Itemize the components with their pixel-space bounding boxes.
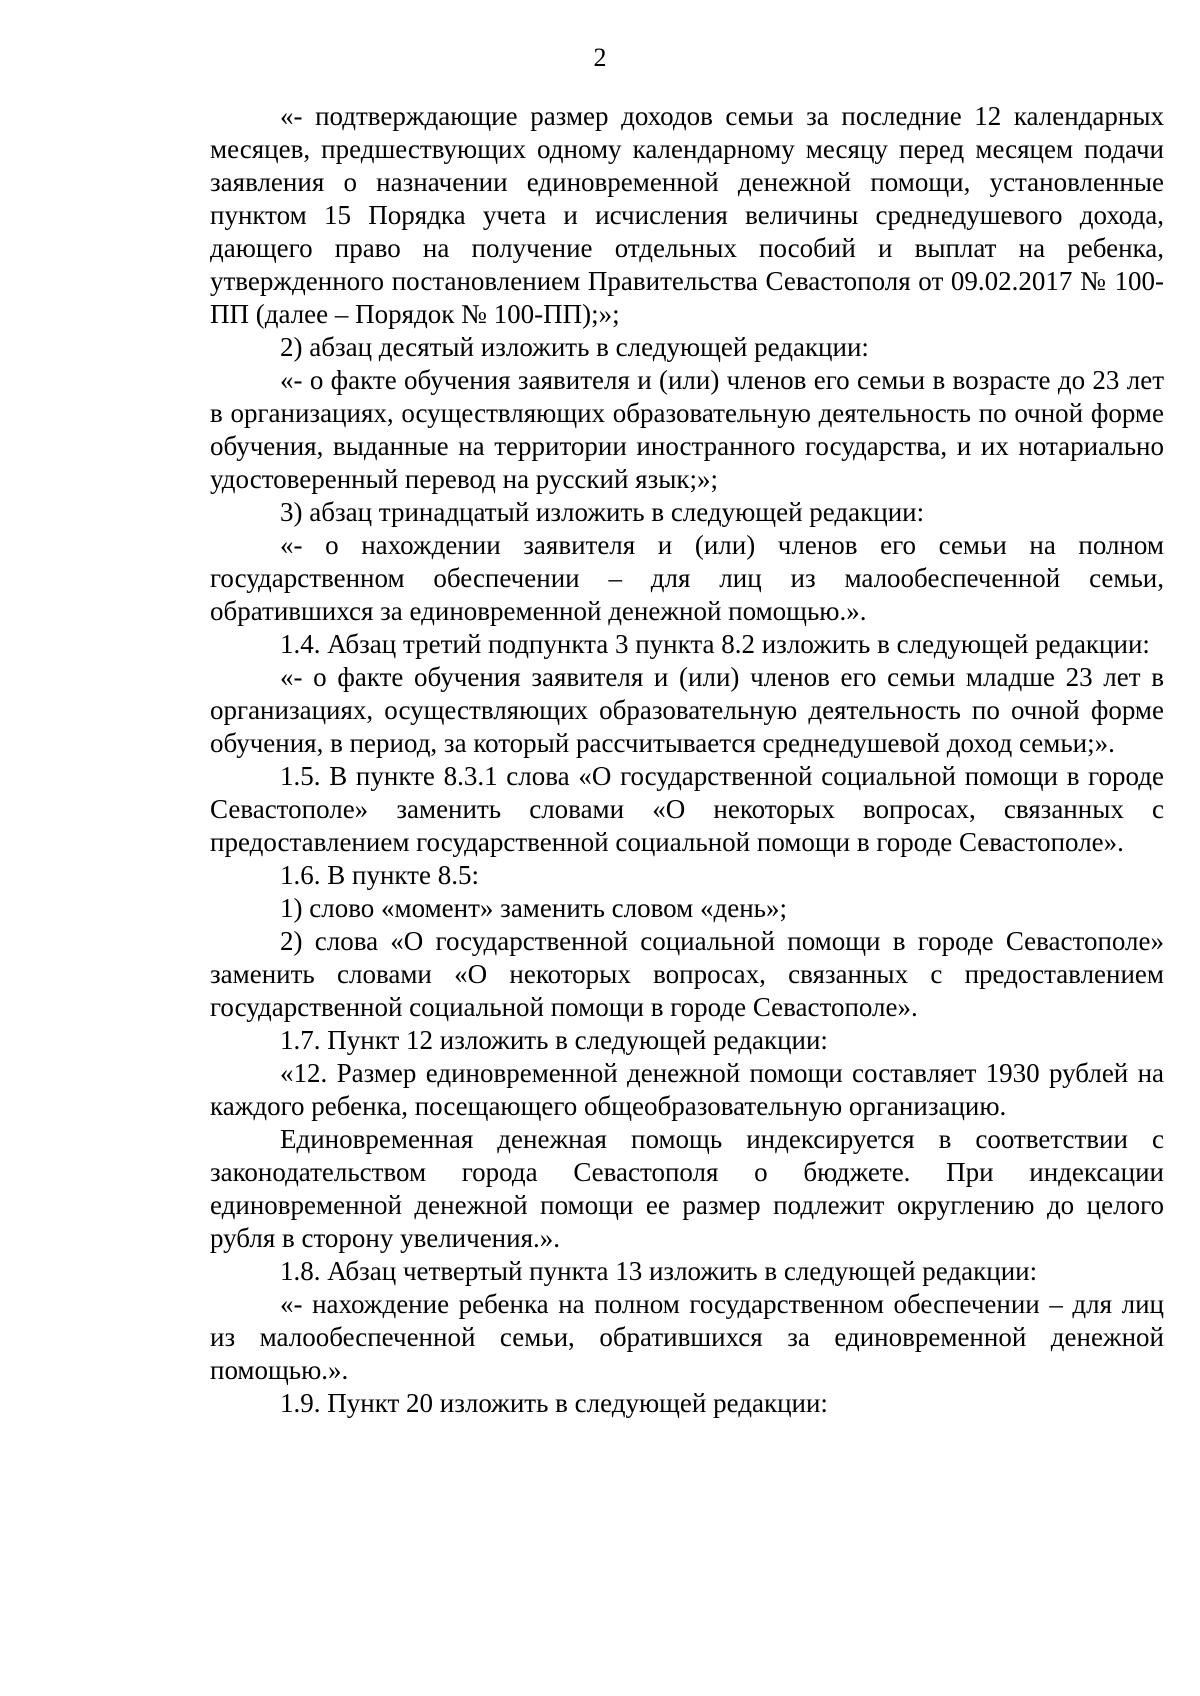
page-number: 2 <box>593 43 607 72</box>
paragraph-clause-1-5: 1.5. В пункте 8.3.1 слова «О государственной социальной помощи в городе Севастополе» заменить словами «О некоторых вопросах, связанных с предоставлением государственной социальной помощи в городе Севастополе». <box>210 761 1164 857</box>
paragraph-education-under-23: «- о факте обучения заявителя и (или) членов его семьи младше 23 лет в организациях, осуществляющих образовательную деятельность по очной форме обучения, в период, за который рассчитывается среднедушевой доход семьи;». <box>210 662 1164 758</box>
paragraph-item-3-thirteenth-subparagraph: 3) абзац тринадцатый изложить в следующей редакции: <box>280 497 925 527</box>
paragraph-indexation: Единовременная денежная помощь индексируется в соответствии с законодательством города Севастополя о бюджете. При индексации единовременной денежной помощи ее размер подлежит округлению до целого рубля в сторону увеличения.». <box>210 1124 1164 1253</box>
paragraph-education-abroad: «- о факте обучения заявителя и (или) членов его семьи в возрасте до 23 лет в организациях, осуществляющих образовательную деятельность по очной форме обучения, выданные на территории иностранного государства, и их нотариально удостоверенный перевод на русский язык;»; <box>210 365 1164 494</box>
paragraph-clause-1-6-item-2: 2) слова «О государственной социальной помощи в городе Севастополе» заменить словами «О некоторых вопросах, связанных с предоставлением государственной социальной помощи в городе Севастополе». <box>210 926 1164 1022</box>
paragraph-clause-1-7: 1.7. Пункт 12 изложить в следующей редакции: <box>280 1025 828 1055</box>
paragraph-clause-1-6-item-1: 1) слово «момент» заменить словом «день»; <box>280 893 787 923</box>
paragraph-item-2-tenth-subparagraph: 2) абзац десятый изложить в следующей редакции: <box>280 332 869 362</box>
paragraph-state-support: «- о нахождении заявителя и (или) членов его семьи на полном государственном обеспечении – для лиц из малообеспеченной семьи, обратившихся за единовременной денежной помощью.». <box>210 530 1164 626</box>
paragraph-income-documents: «- подтверждающие размер доходов семьи за последние 12 календарных месяцев, предшествующих одному календарному месяцу перед месяцем подачи заявления о назначении единовременной денежной помощи, установленные пунктом 15 Порядка учета и исчисления величины среднедушевого дохода, дающего право на получение отдельных пособий и выплат на ребенка, утвержденного постановлением Правительства Севастополя от 09.02.2017 № 100-ПП (далее – Порядок № 100-ПП);»; <box>210 101 1164 329</box>
paragraph-clause-1-4: 1.4. Абзац третий подпункта 3 пункта 8.2 изложить в следующей редакции: <box>280 629 1150 659</box>
paragraph-assistance-amount: «12. Размер единовременной денежной помощи составляет 1930 рублей на каждого ребенка, посещающего общеобразовательную организацию. <box>210 1058 1164 1121</box>
paragraph-clause-1-8: 1.8. Абзац четвертый пункта 13 изложить в следующей редакции: <box>280 1256 1038 1286</box>
paragraph-clause-1-9: 1.9. Пункт 20 изложить в следующей редакции: <box>280 1388 828 1418</box>
paragraph-child-state-support: «- нахождение ребенка на полном государственном обеспечении – для лиц из малообеспеченной семьи, обратившихся за единовременной денежной помощью.». <box>210 1289 1164 1385</box>
document-body <box>210 100 1164 1420</box>
paragraph-clause-1-6: 1.6. В пункте 8.5: <box>280 860 479 890</box>
